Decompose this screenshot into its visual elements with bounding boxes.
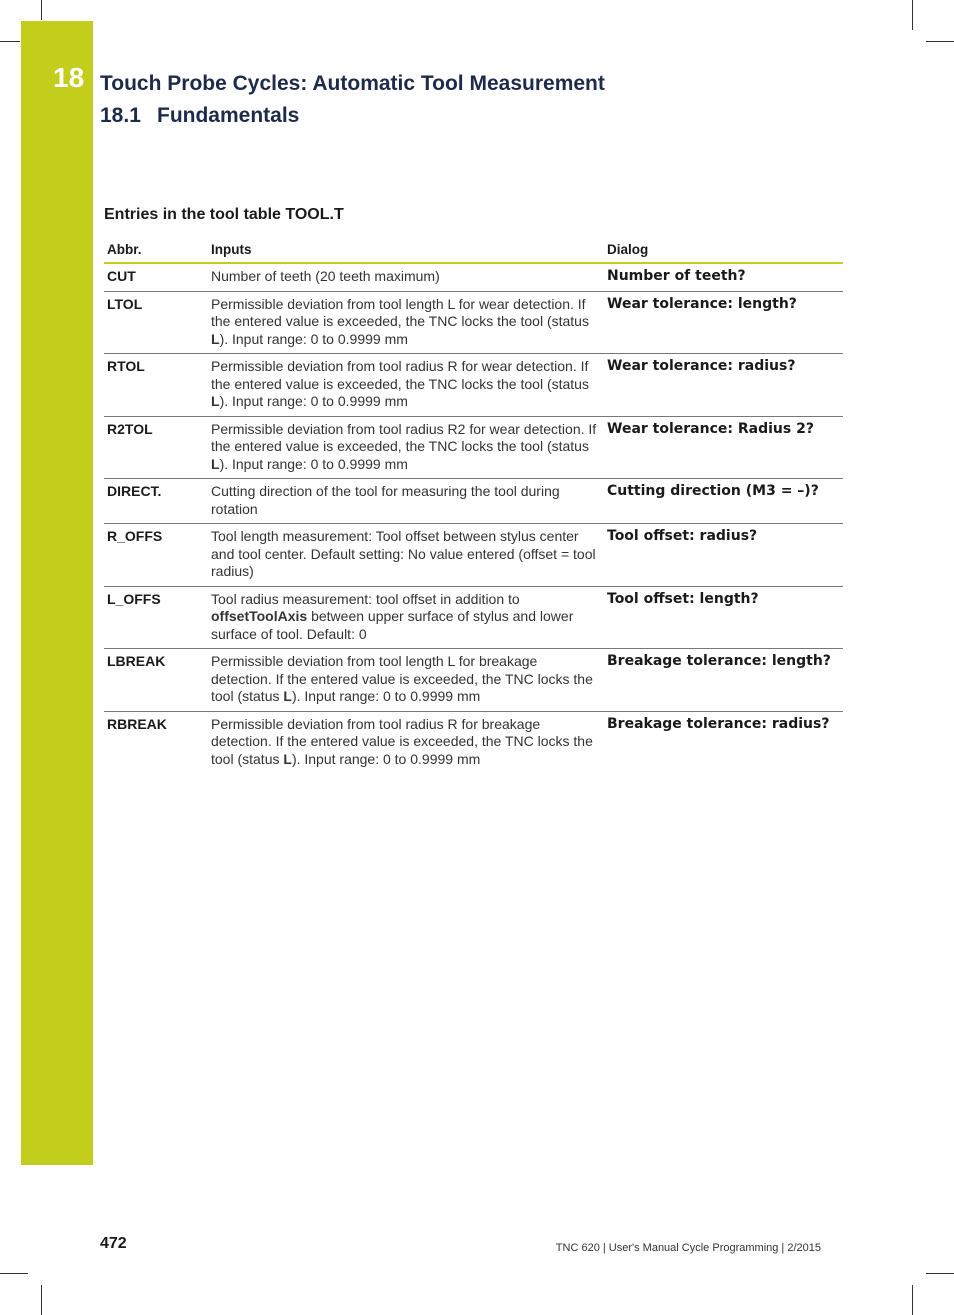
tool-table xyxy=(104,238,843,773)
section-number: 18.1 xyxy=(100,104,141,127)
cell-abbr: LTOL xyxy=(104,291,208,354)
inputs-text: Permissible deviation from tool radius R for breakage detection. If the entered value is exceeded, the TNC locks the tool (status xyxy=(211,715,593,767)
inputs-text: Permissible deviation from tool radius R2 for wear detection. If the entered value is exceeded, the TNC locks the tool (status xyxy=(211,420,597,454)
inputs-text: ). Input range: 0 to 0.9999 mm xyxy=(219,330,408,347)
cell-dialog: Wear tolerance: Radius 2? xyxy=(604,416,843,479)
cell-abbr: RBREAK xyxy=(107,715,167,732)
cell-dialog: Tool offset: radius? xyxy=(604,524,843,587)
cell-inputs xyxy=(208,479,604,524)
table-header-row xyxy=(104,238,843,263)
cell-dialog: Wear tolerance: length? xyxy=(604,291,843,354)
cell-inputs xyxy=(208,354,604,417)
crop-mark xyxy=(0,41,20,42)
cell-abbr: R2TOL xyxy=(104,416,208,479)
status-code: L xyxy=(211,330,220,347)
cell-inputs xyxy=(208,711,604,773)
status-code: L xyxy=(211,393,220,409)
crop-mark xyxy=(912,1285,913,1315)
crop-mark xyxy=(41,0,42,20)
parameter-name: offsetToolAxis xyxy=(211,608,308,624)
cell-inputs xyxy=(208,586,604,649)
cell-inputs xyxy=(208,291,604,354)
section-name: Fundamentals xyxy=(157,104,300,127)
page-number: 472 xyxy=(100,1235,127,1252)
cell-abbr: LBREAK xyxy=(104,649,208,712)
inputs-text: ). Input range: 0 to 0.9999 mm xyxy=(291,750,481,767)
table-row xyxy=(104,354,843,417)
table-row xyxy=(104,479,843,524)
inputs-text: ). Input range: 0 to 0.9999 mm xyxy=(219,455,408,472)
inputs-text: Permissible deviation from tool length L for wear detection. If the entered value is exceeded, the TNC locks the tool (status xyxy=(211,295,589,329)
cell-dialog: Breakage tolerance: radius? xyxy=(607,715,830,732)
table-row xyxy=(104,586,843,649)
crop-mark xyxy=(926,1273,954,1274)
table-row xyxy=(104,649,843,712)
table-row xyxy=(104,711,843,773)
cell-dialog: Number of teeth? xyxy=(604,263,843,291)
chapter-sidebar xyxy=(21,21,93,1165)
inputs-text: Cutting direction of the tool for measuring the tool during rotation xyxy=(211,483,560,517)
inputs-text: Tool radius measurement: tool offset in addition to xyxy=(211,590,520,607)
crop-mark xyxy=(926,41,954,42)
table-heading: Entries in the tool table TOOL.T xyxy=(104,206,344,223)
cell-abbr: L_OFFS xyxy=(104,586,208,649)
table-row xyxy=(104,416,843,479)
inputs-text: Permissible deviation from tool length L for breakage detection. If the entered value is exceeded, the TNC locks the tool (status xyxy=(211,653,593,704)
cell-dialog: Tool offset: length? xyxy=(604,586,843,649)
status-code: L xyxy=(283,688,292,704)
cell-dialog: Cutting direction (M3 = –)? xyxy=(604,479,843,524)
inputs-text: Permissible deviation from tool radius R for wear detection. If the entered value is exceeded, the TNC locks the tool (status xyxy=(211,358,589,392)
crop-mark xyxy=(912,0,913,30)
chapter-number: 18 xyxy=(53,62,85,93)
inputs-text: between upper surface of stylus and lower surface of tool. Default: 0 xyxy=(211,608,574,642)
cell-dialog: Wear tolerance: radius? xyxy=(604,354,843,417)
status-code: L xyxy=(283,750,292,767)
column-header-inputs: Inputs xyxy=(208,238,604,263)
cell-inputs xyxy=(208,416,604,479)
table-row xyxy=(104,291,843,354)
inputs-text: ). Input range: 0 to 0.9999 mm xyxy=(219,393,408,409)
inputs-text: ). Input range: 0 to 0.9999 mm xyxy=(291,688,481,704)
column-header-abbr: Abbr. xyxy=(104,238,208,263)
table-row xyxy=(104,524,843,587)
cell-abbr: CUT xyxy=(104,263,208,291)
cell-inputs xyxy=(208,649,604,712)
cell-abbr: R_OFFS xyxy=(104,524,208,587)
table-row xyxy=(104,263,843,291)
chapter-title: Touch Probe Cycles: Automatic Tool Measurement xyxy=(100,72,605,95)
column-header-dialog: Dialog xyxy=(604,238,843,263)
inputs-text: Tool length measurement: Tool offset between stylus center and tool center. Default setting: No value entered (offset = tool radius) xyxy=(211,528,596,579)
status-code: L xyxy=(211,455,220,472)
crop-mark xyxy=(0,1273,28,1274)
crop-mark xyxy=(41,1285,42,1315)
cell-abbr: RTOL xyxy=(104,354,208,417)
inputs-text: Number of teeth (20 teeth maximum) xyxy=(211,268,440,284)
section-title xyxy=(100,104,299,128)
footer-text: TNC 620 | User's Manual Cycle Programming | 2/2015 xyxy=(555,1242,821,1254)
cell-dialog: Breakage tolerance: length? xyxy=(604,649,843,712)
cell-abbr: DIRECT. xyxy=(104,479,208,524)
cell-inputs xyxy=(208,263,604,291)
cell-inputs xyxy=(208,524,604,587)
